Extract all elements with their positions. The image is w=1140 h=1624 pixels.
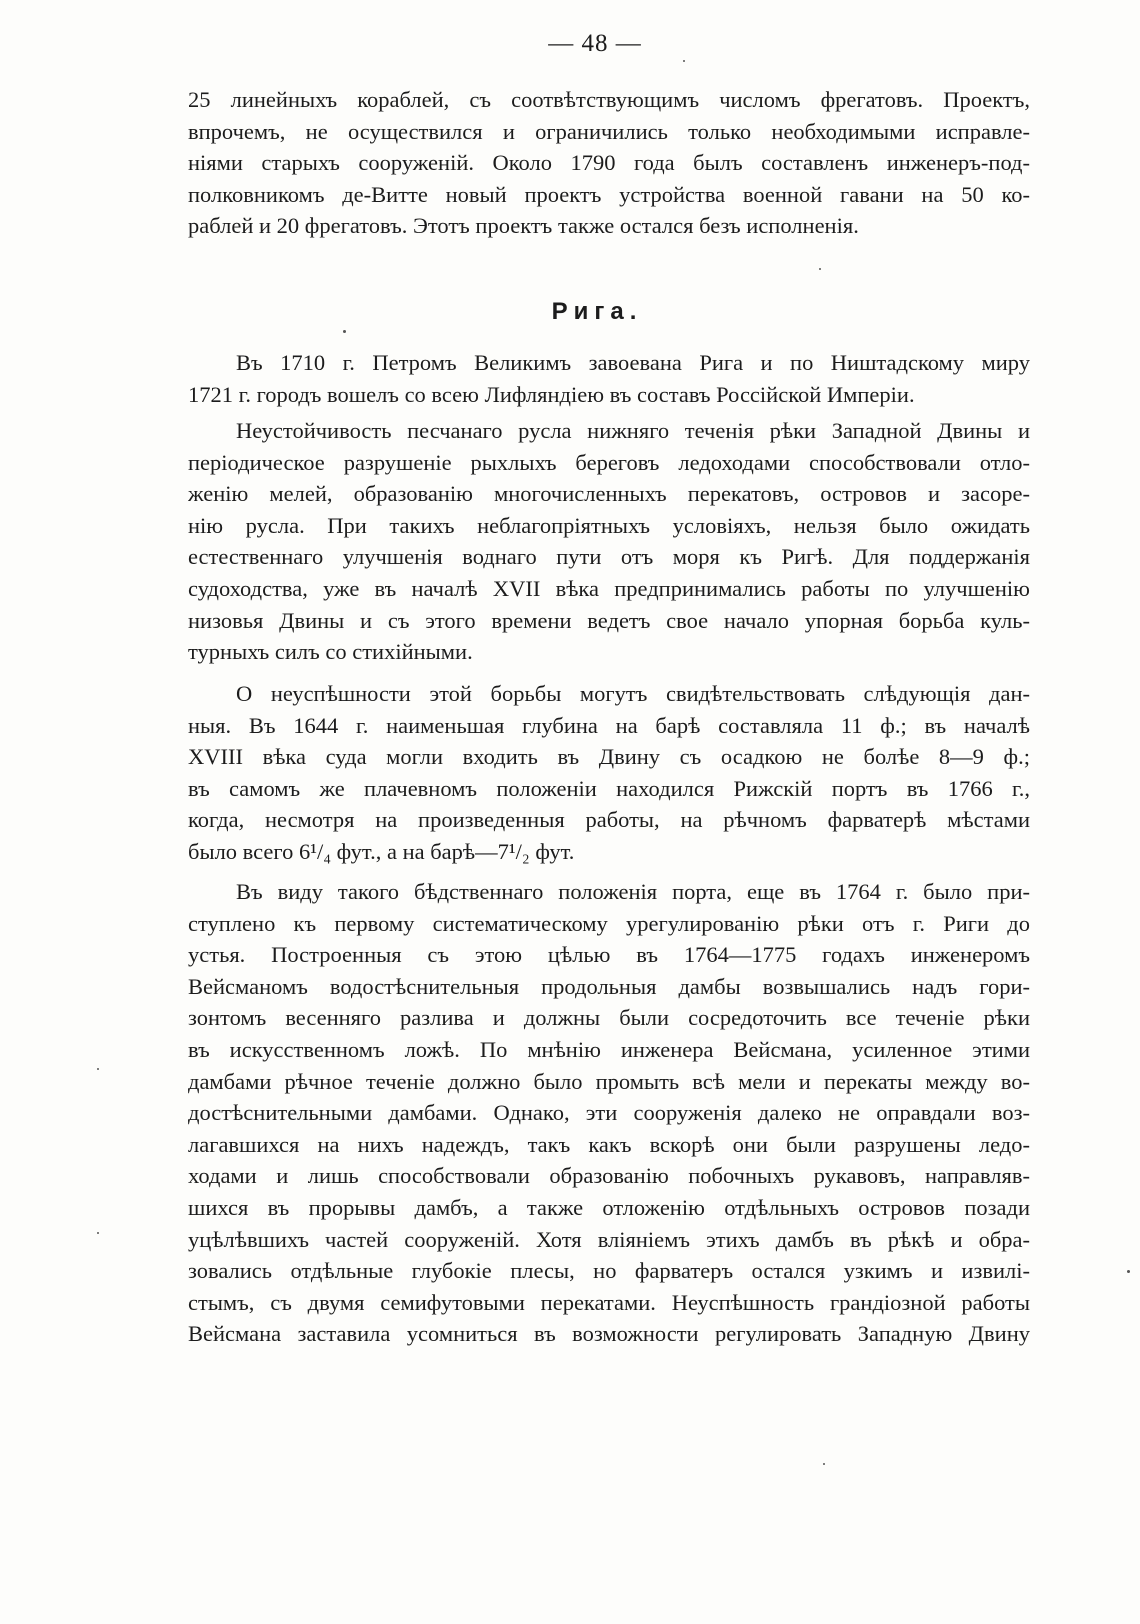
- text-line: женію мелей, образованію многочисленныхъ перекатовъ, островов и засоре-: [188, 481, 1030, 507]
- text-line: 1721 г. городъ вошелъ со всею Лифляндіею въ составъ Россійской Имперіи.: [188, 381, 915, 407]
- text-line: въ самомъ же плачевномъ положеніи находился Рижскій портъ въ 1766 г.,: [188, 775, 1030, 801]
- text-line: естественнаго улучшенія воднаго пути отъ моря къ Ригѣ. Для поддержанія: [188, 544, 1030, 570]
- text-line: періодическое разрушеніе рыхлыхъ береговъ ледоходами способствовали отло-: [188, 449, 1030, 475]
- section-heading: Рига.: [551, 298, 643, 325]
- scan-speck: [343, 330, 346, 333]
- text-line: было всего 6¹/₄ фут., а на барѣ—7¹/₂ фут.: [188, 838, 575, 864]
- scan-speck: [97, 1068, 99, 1070]
- text-line: достѣснительными дамбами. Однако, эти сооруженія далеко не оправдали воз-: [188, 1100, 1030, 1126]
- text-line: нію русла. При такихъ неблагопріятныхъ условіяхъ, нельзя было ожидать: [188, 512, 1030, 538]
- paragraph-4: [188, 876, 1030, 1350]
- text-line: раблей и 20 фрегатовъ. Этотъ проектъ также остался безъ исполненія.: [188, 213, 859, 239]
- scan-speck: [823, 1463, 825, 1465]
- text-line: Въ виду такого бѣдственнаго положенія порта, еще въ 1764 г. было при-: [236, 879, 1030, 904]
- text-line: низовья Двины и съ этого времени ведетъ свое начало упорная борьба куль-: [188, 607, 1030, 633]
- text-line: зонтомъ весенняго разлива и должны были сосредоточить все теченіе рѣки: [188, 1005, 1030, 1031]
- paragraph-1: [188, 347, 1030, 410]
- text-line: Вейсманомъ водостѣснительныя продольныя дамбы возвышались надъ гори-: [188, 973, 1030, 999]
- text-line: Неустойчивость песчанаго русла нижняго теченія рѣки Западной Двины и: [236, 418, 1030, 443]
- page-number: — 48 —: [548, 30, 642, 57]
- text-line: когда, несмотря на произведенныя работы, на рѣчномъ фарватерѣ мѣстами: [188, 807, 1030, 833]
- text-line: Въ 1710 г. Петромъ Великимъ завоевана Рига и по Ништадскому миру: [236, 350, 1030, 375]
- text-line: ныя. Въ 1644 г. наименьшая глубина на барѣ составляла 11 ф.; въ началѣ: [188, 712, 1030, 738]
- text-line: 25 линейныхъ кораблей, съ соотвѣтствующимъ числомъ фрегатовъ. Проектъ,: [188, 87, 1030, 112]
- intro-paragraph: [188, 84, 1030, 242]
- text-line: судоходства, уже въ началѣ XVII вѣка предпринимались работы по улучшенію: [188, 575, 1030, 601]
- text-line: впрочемъ, не осуществился и ограничились только необходимыми исправле-: [188, 118, 1030, 144]
- text-line: дамбами рѣчное теченіе должно было промыть всѣ мели и перекаты между во-: [188, 1068, 1030, 1094]
- text-line: ступлено къ первому систематическому урегулированію рѣки отъ г. Риги до: [188, 910, 1030, 936]
- text-line: турныхъ силъ со стихійными.: [188, 639, 473, 665]
- text-line: ходами и лишь способствовали образованію побочныхъ рукавовъ, направляв-: [188, 1163, 1030, 1189]
- text-line: въ искусственномъ ложѣ. По мнѣнію инженера Вейсмана, усиленное этими: [188, 1036, 1030, 1062]
- text-line: уцѣлѣвшихъ частей сооруженій. Хотя вліяніемъ этихъ дамбъ въ рѣкѣ и обра-: [188, 1226, 1030, 1252]
- text-line: стымъ, съ двумя семифутовыми перекатами. Неуспѣшность грандіозной работы: [188, 1289, 1030, 1315]
- scan-speck: [1127, 1270, 1130, 1273]
- text-line: полковникомъ де-Витте новый проектъ устройства военной гавани на 50 ко-: [188, 181, 1030, 207]
- text-line: ніями старыхъ сооруженій. Около 1790 года былъ составленъ инженеръ-под-: [188, 150, 1030, 176]
- scan-speck: [97, 1232, 99, 1234]
- paragraph-2: [188, 415, 1030, 668]
- scan-speck: [819, 268, 821, 270]
- text-line: шихся въ прорывы дамбъ, а также отложенію отдѣльныхъ островов позади: [188, 1194, 1030, 1220]
- text-line: Вейсмана заставила усомниться въ возможности регулировать Западную Двину: [188, 1321, 1030, 1347]
- scan-speck: [683, 60, 685, 62]
- text-line: XVIII вѣка суда могли входить въ Двину съ осадкою не болѣе 8—9 ф.;: [188, 744, 1030, 770]
- paragraph-3: [188, 678, 1030, 868]
- text-line: устья. Построенныя съ этою цѣлью въ 1764—1775 годахъ инженеромъ: [188, 942, 1030, 968]
- text-line: лагавшихся на нихъ надеждъ, такъ какъ вскорѣ они были разрушены ледо-: [188, 1131, 1030, 1157]
- text-line: зовались отдѣльные глубокіе плесы, но фарватеръ остался узкимъ и извилі-: [188, 1258, 1030, 1284]
- text-line: О неуспѣшности этой борьбы могутъ свидѣтельствовать слѣдующія дан-: [236, 681, 1030, 706]
